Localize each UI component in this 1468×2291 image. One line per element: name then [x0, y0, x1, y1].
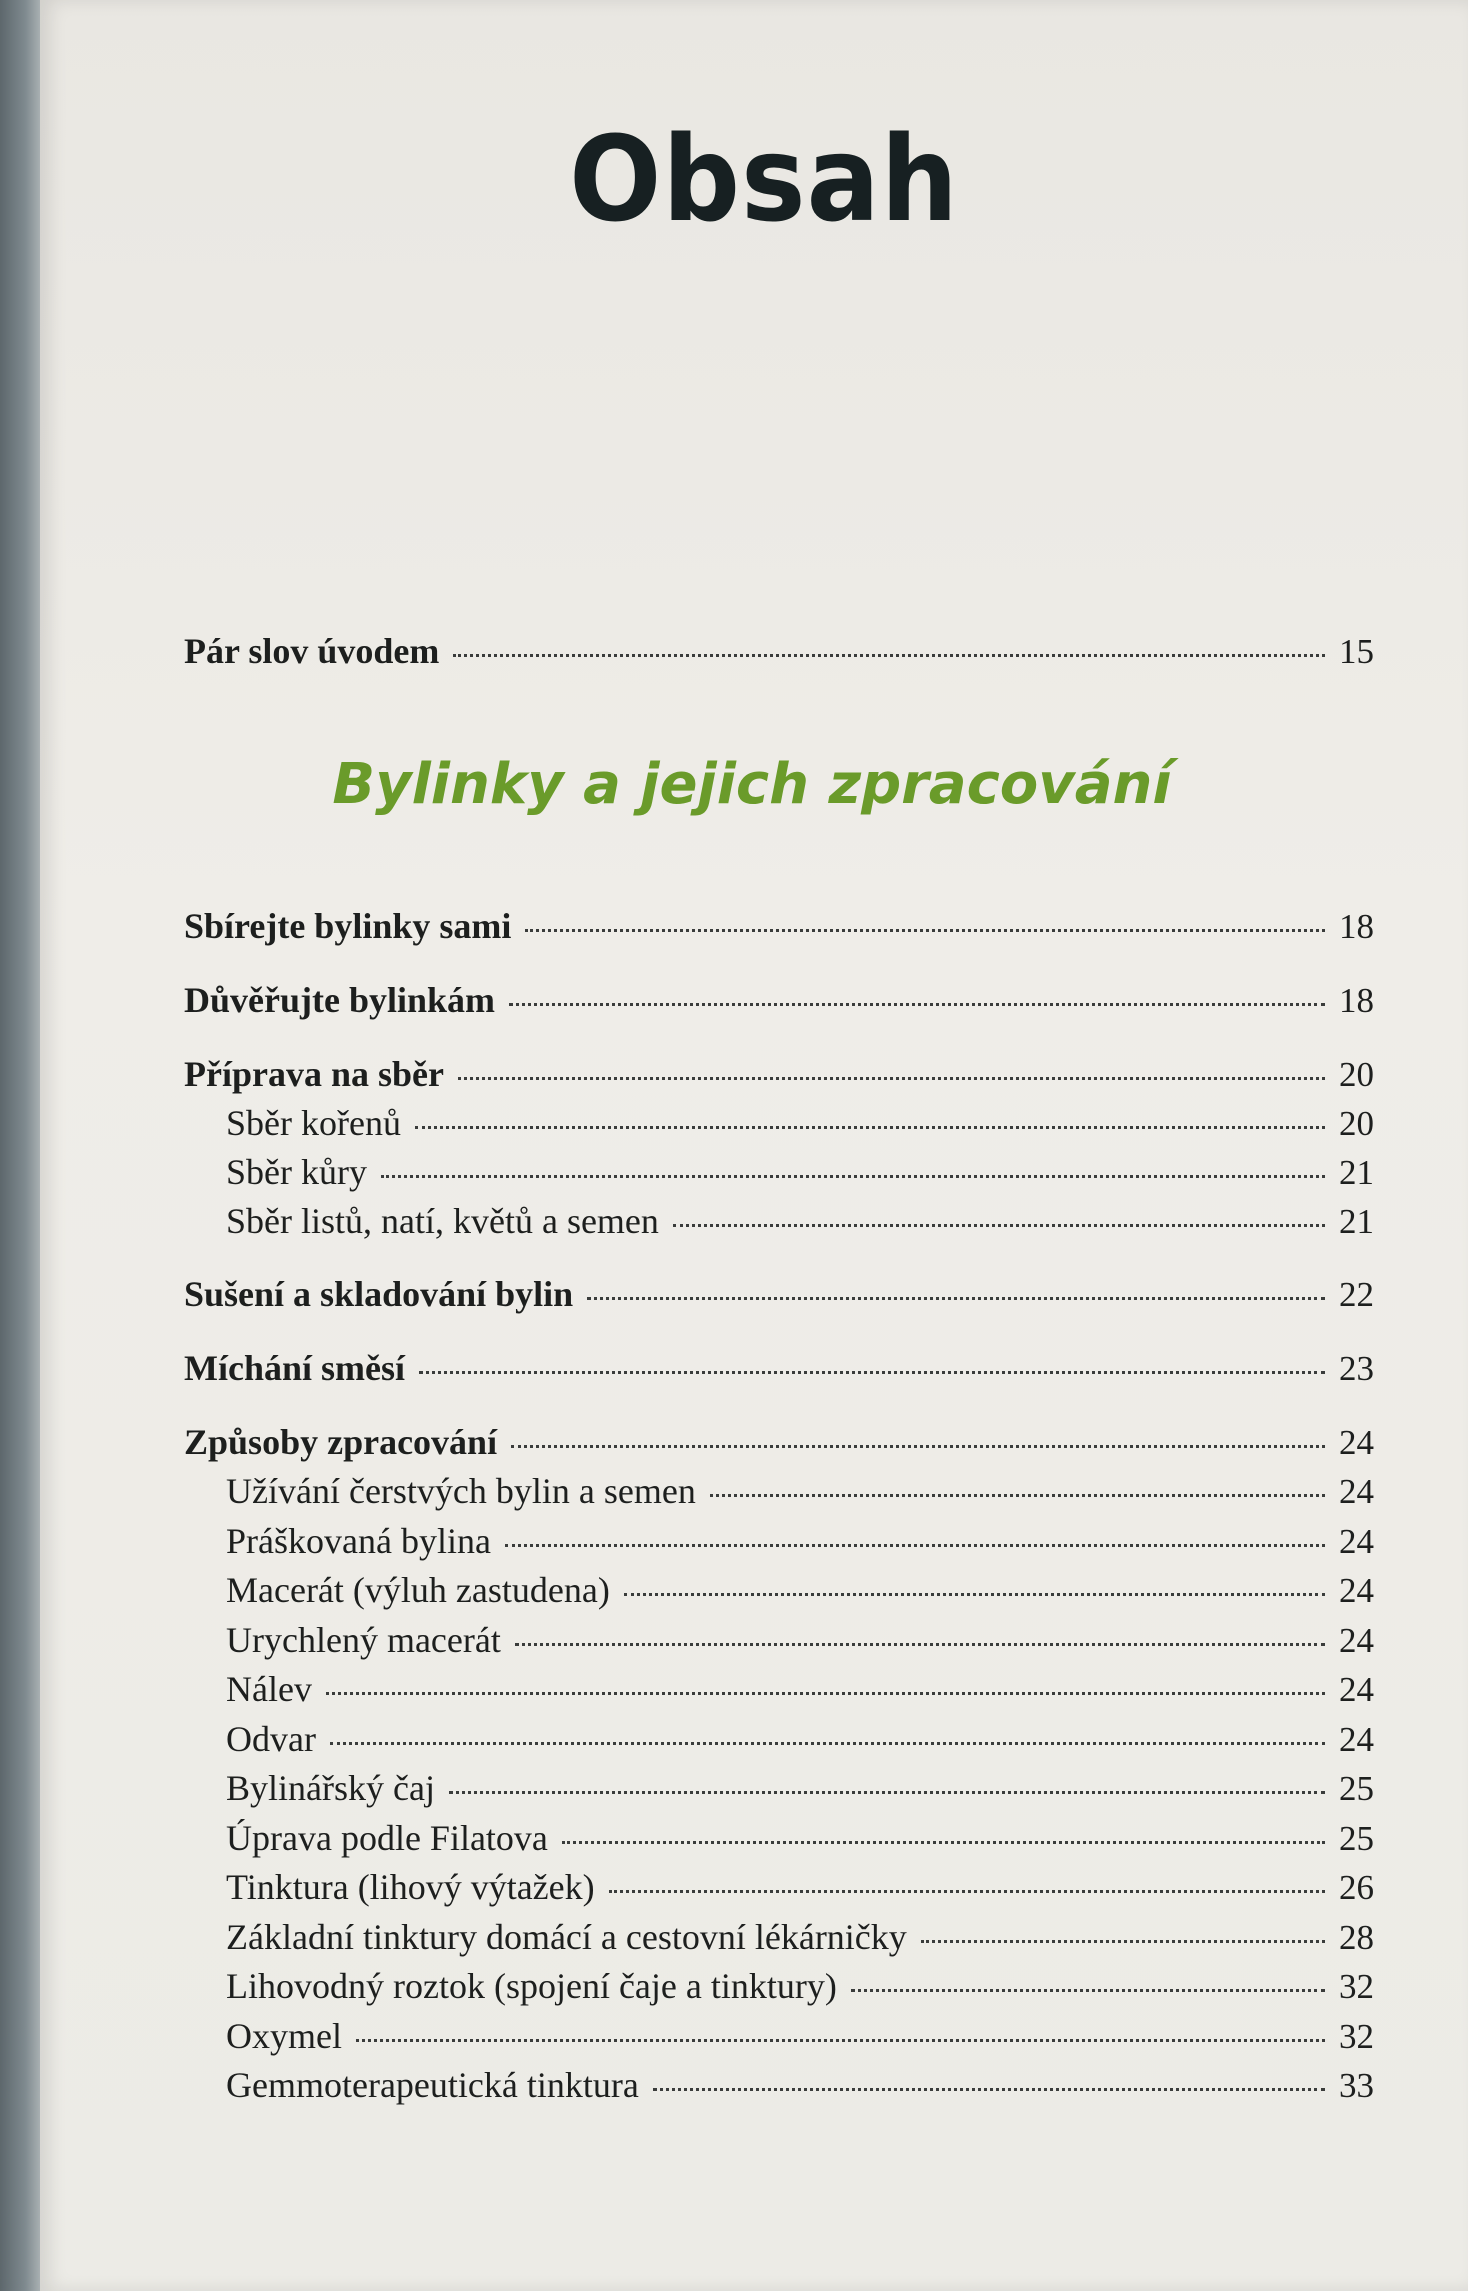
toc-leader-dots: [326, 1692, 1325, 1695]
toc-subentry: [226, 1619, 1374, 1669]
toc-entry-page: 24: [1339, 1720, 1374, 1759]
toc-entry-label: Sběr kůry: [226, 1152, 367, 1192]
toc-leader-dots: [921, 1940, 1325, 1943]
toc-entry-page: 20: [1339, 1104, 1374, 1143]
toc-leader-dots: [710, 1494, 1325, 1497]
toc-entry-label: Důvěřujte bylinkám: [184, 980, 496, 1020]
toc-entry: [184, 905, 1374, 955]
toc-subentry: [226, 1718, 1374, 1768]
toc-leader-dots: [562, 1841, 1325, 1844]
toc-entry-label: Oxymel: [226, 2016, 342, 2056]
toc-entry-page: 21: [1339, 1202, 1374, 1241]
section-heading: Bylinky a jejich zpracování: [332, 752, 1172, 817]
toc-entry-label: Úprava podle Filatova: [226, 1818, 548, 1858]
toc-entry-page: 18: [1339, 907, 1374, 946]
toc-leader-dots: [453, 654, 1325, 657]
toc-leader-dots: [419, 1371, 1325, 1374]
toc-leader-dots: [449, 1791, 1325, 1794]
toc-subentry: [226, 1520, 1374, 1570]
toc-leader-dots: [653, 2088, 1325, 2091]
toc-entry-page: 21: [1339, 1153, 1374, 1192]
toc-entry-page: 18: [1339, 981, 1374, 1020]
toc-entry-page: 24: [1339, 1670, 1374, 1709]
toc-entry-label: Sbírejte bylinky sami: [184, 906, 512, 946]
toc-leader-dots: [509, 1003, 1325, 1006]
toc-entry-page: 24: [1339, 1472, 1374, 1511]
toc-entry-label: Pár slov úvodem: [184, 631, 440, 671]
toc-subentry: [226, 1569, 1374, 1619]
toc-entry-page: 32: [1339, 1967, 1374, 2006]
toc-leader-dots: [587, 1297, 1325, 1300]
toc-entry-page: 23: [1339, 1349, 1374, 1388]
toc-entry: [184, 1273, 1374, 1323]
toc-entry-label: Příprava na sběr: [184, 1054, 444, 1094]
toc-leader-dots: [458, 1077, 1325, 1080]
toc-entry-page: 15: [1339, 632, 1374, 671]
toc-entry-label: Macerát (výluh zastudena): [226, 1570, 610, 1610]
toc-entry-page: 28: [1339, 1918, 1374, 1957]
toc-leader-dots: [511, 1445, 1325, 1448]
toc-entry-page: 26: [1339, 1868, 1374, 1907]
toc-entry-label: Sběr kořenů: [226, 1103, 401, 1143]
toc-subentry: [226, 1866, 1374, 1916]
toc-entry-label: Sušení a skladování bylin: [184, 1274, 574, 1314]
toc-entry-label: Způsoby zpracování: [184, 1422, 498, 1462]
toc-leader-dots: [515, 1643, 1325, 1646]
toc-entry-label: Lihovodný roztok (spojení čaje a tinktury): [226, 1966, 837, 2006]
toc-entry-label: Nálev: [226, 1669, 312, 1709]
page-title: Obsah: [569, 110, 959, 248]
toc-leader-dots: [415, 1126, 1325, 1129]
toc-entry-label: Urychlený macerát: [226, 1620, 501, 1660]
toc-subentry: [226, 1668, 1374, 1718]
toc-entry: [184, 1347, 1374, 1397]
toc-entry-intro: [184, 630, 1374, 680]
toc-entry: [184, 1421, 1374, 1471]
toc-entry-page: 24: [1339, 1571, 1374, 1610]
toc-entry: [184, 1053, 1374, 1103]
toc-entry-page: 20: [1339, 1055, 1374, 1094]
toc-entry-label: Bylinářský čaj: [226, 1768, 435, 1808]
toc-entry-page: 32: [1339, 2017, 1374, 2056]
toc-entry-page: 25: [1339, 1819, 1374, 1858]
toc-subentry: [226, 1470, 1374, 1520]
toc-leader-dots: [356, 2039, 1325, 2042]
toc-entry-label: Odvar: [226, 1719, 316, 1759]
toc-entry-page: 25: [1339, 1769, 1374, 1808]
toc-leader-dots: [609, 1890, 1325, 1893]
toc-subentry: [226, 2064, 1374, 2114]
toc-entry-page: 24: [1339, 1621, 1374, 1660]
toc-leader-dots: [381, 1175, 1325, 1178]
toc-leader-dots: [673, 1224, 1325, 1227]
toc-entry: [184, 979, 1374, 1029]
toc-entry-label: Tinktura (lihový výtažek): [226, 1867, 595, 1907]
toc-leader-dots: [624, 1593, 1325, 1596]
toc-subentry: [226, 1200, 1374, 1250]
toc-entry-page: 24: [1339, 1522, 1374, 1561]
toc-leader-dots: [525, 929, 1325, 932]
toc-leader-dots: [851, 1989, 1325, 1992]
toc-leader-dots: [505, 1544, 1325, 1547]
toc-subentry: [226, 1916, 1374, 1966]
toc-leader-dots: [330, 1742, 1325, 1745]
toc-entry-label: Užívání čerstvých bylin a semen: [226, 1471, 696, 1511]
toc-entry-label: Sběr listů, natí, květů a semen: [226, 1201, 659, 1241]
toc-subentry: [226, 1767, 1374, 1817]
toc-entry-page: 33: [1339, 2066, 1374, 2105]
toc-entry-label: Gemmoterapeutická tinktura: [226, 2065, 639, 2105]
toc-entry-page: 22: [1339, 1275, 1374, 1314]
toc-subentry: [226, 1151, 1374, 1201]
toc-subentry: [226, 2015, 1374, 2065]
toc-entry-label: Práškovaná bylina: [226, 1521, 491, 1561]
toc-subentry: [226, 1102, 1374, 1152]
toc-entry-page: 24: [1339, 1423, 1374, 1462]
toc-entry-label: Základní tinktury domácí a cestovní lékárničky: [226, 1917, 907, 1957]
toc-subentry: [226, 1965, 1374, 2015]
toc-entry-label: Míchání směsí: [184, 1348, 405, 1388]
toc-subentry: [226, 1817, 1374, 1867]
